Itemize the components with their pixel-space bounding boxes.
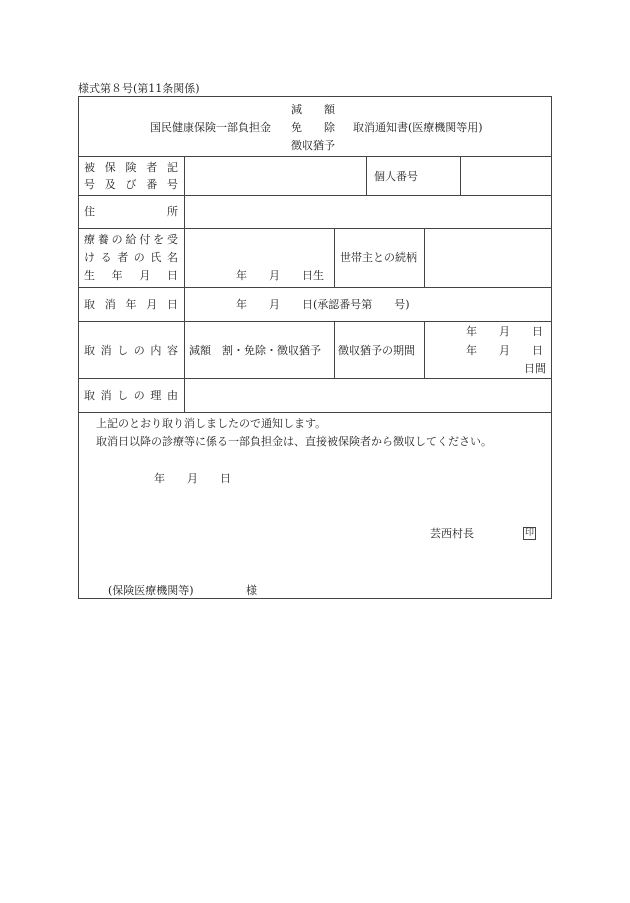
rule-address-bottom — [78, 228, 552, 229]
personal-number-label: 個人番号 — [374, 170, 418, 183]
seal-mark: 印 — [524, 528, 534, 538]
cancel-reason-label: 取 消 し の 理 由 — [84, 389, 178, 402]
address-label: 住 所 — [84, 205, 178, 218]
issuer-name: 芸西村長 — [430, 527, 474, 540]
title-option-reduction: 減 額 — [291, 103, 335, 116]
addressee: (保険医療機関等) — [108, 584, 194, 597]
cancel-date-label: 取 消 年 月 日 — [84, 298, 178, 311]
rule-label-column — [184, 156, 185, 412]
period-suffix: 日間 — [524, 362, 546, 375]
recipient-label-3: 生 年 月 日 — [84, 269, 178, 282]
rule-content-bottom — [78, 378, 552, 379]
insured-id-label-1: 被 保 険 者 記 — [84, 161, 178, 174]
notice-line-2: 取消日以降の診療等に係る一部負担金は、直接被保険者から徴収してください。 — [96, 435, 492, 448]
rule-relationship-left — [334, 228, 335, 287]
recipient-label-1: 療 養 の 給 付 を 受 — [84, 233, 178, 246]
rule-personal-left — [366, 156, 367, 195]
cancel-content-label: 取 消 し の 内 容 — [84, 344, 178, 357]
rule-insured-bottom — [78, 195, 552, 196]
rule-deferral-right — [424, 321, 425, 378]
title-main-suffix: 取消通知書(医療機関等用) — [353, 121, 483, 134]
rule-deferral-left — [334, 321, 335, 378]
form-number: 様式第８号(第11条関係) — [78, 82, 200, 95]
relationship-label: 世帯主との続柄 — [340, 251, 417, 264]
cancel-content-value: 減額 割・免除・徴収猶予 — [189, 344, 321, 357]
rule-reason-bottom — [78, 412, 552, 413]
birth-date-value: 年 月 日生 — [236, 269, 324, 282]
honorific: 様 — [246, 584, 257, 597]
notice-line-1: 上記のとおり取り消しましたので通知します。 — [96, 417, 327, 430]
period-line-1: 年 月 日 — [466, 325, 543, 338]
recipient-label-2: け る 者 の 氏 名 — [84, 251, 178, 264]
title-option-deferral: 徴収猶予 — [291, 139, 335, 152]
rule-personal-right — [460, 156, 461, 195]
title-option-exemption: 免 除 — [291, 121, 335, 134]
insured-id-label-2: 号 及 び 番 号 — [84, 178, 178, 191]
rule-relationship-right — [424, 228, 425, 287]
title-main-prefix: 国民健康保険一部負担金 — [150, 121, 271, 134]
deferral-period-label: 徴収猶予の期間 — [338, 344, 415, 357]
rule-canceldate-bottom — [78, 321, 552, 322]
period-line-2: 年 月 日 — [466, 344, 543, 357]
cancel-date-value: 年 月 日(承認番号第 号) — [236, 298, 410, 311]
rule-title-bottom — [78, 156, 552, 157]
notice-date: 年 月 日 — [154, 472, 231, 485]
rule-recipient-bottom — [78, 287, 552, 288]
